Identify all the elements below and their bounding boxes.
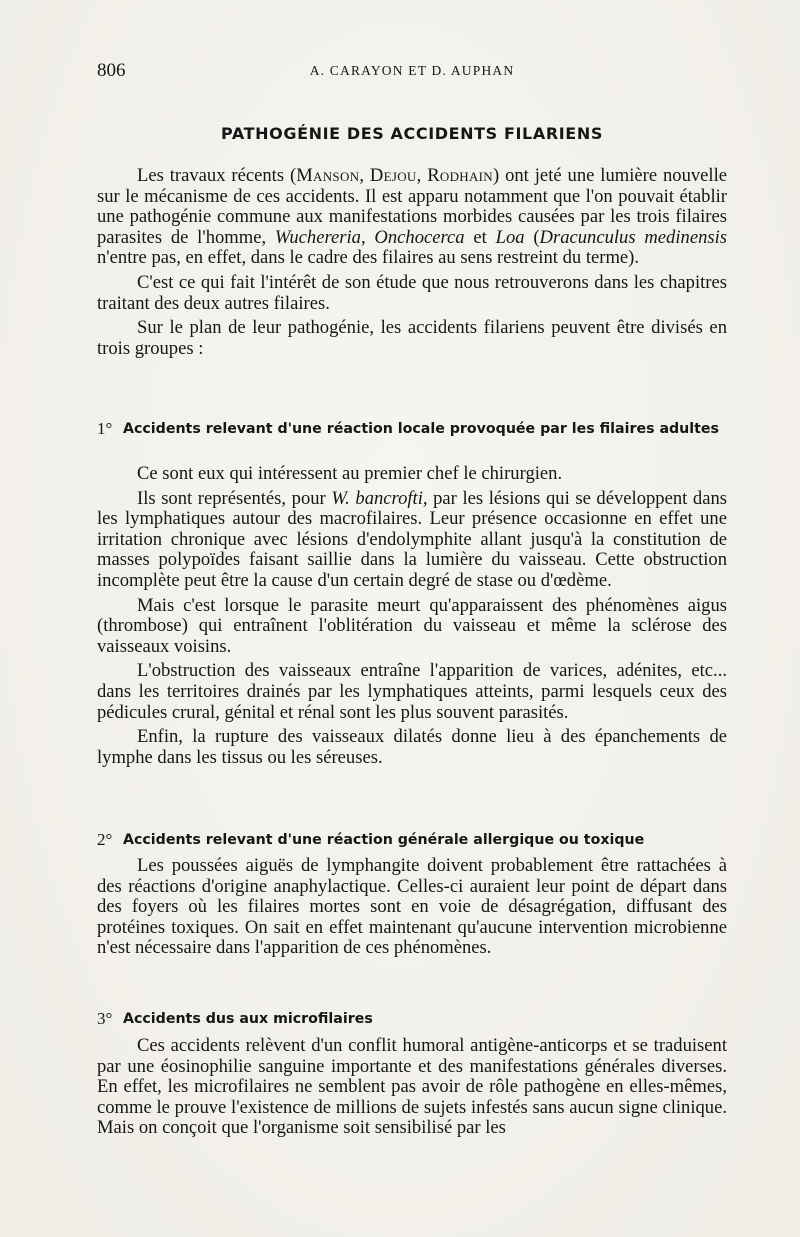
author-manson: Manson xyxy=(296,165,360,186)
page-number: 806 xyxy=(97,60,126,81)
section-title: PATHOGÉNIE DES ACCIDENTS FILARIENS xyxy=(221,124,603,143)
group-2-heading xyxy=(97,831,727,849)
group-1-heading xyxy=(97,420,727,438)
group-1-text xyxy=(97,464,727,768)
group-3-heading xyxy=(97,1010,727,1028)
intro-text xyxy=(97,166,727,359)
running-head xyxy=(97,60,727,84)
group-1-title: Accidents relevant d'une réaction locale provoquée par les filaires adultes xyxy=(123,421,719,437)
group-1-paragraph-4: L'obstruction des vaisseaux entraîne l'apparition de varices, adénites, etc... dans les territoires drainés par les lymphatiques atteints, parmi lesquels ceux des pédicules crural, génital et rénal sont les plus souvent parasités. xyxy=(97,660,727,723)
group-2-title: Accidents relevant d'une réaction générale allergique ou toxique xyxy=(123,832,645,848)
group-3-text xyxy=(97,1036,727,1139)
intro-paragraph-1: Les travaux récents (Manson, Dejou, Rodhain) ont jeté une lumière nouvelle sur le mécanisme de ces accidents. Il est apparu notamment que l'on pouvait établir une pathogénie commune aux manifestations morbides causées par les trois filaires parasites de l'homme, Wuchereria, Onchocerca et Loa (Dracunculus medinensis n'entre pas, en effet, dans le cadre des filaires au sens restreint du terme). xyxy=(97,165,728,269)
group-1-paragraph-5: Enfin, la rupture des vaisseaux dilatés donne lieu à des épanchements de lymphe dans les tissus ou les séreuses. xyxy=(97,726,727,768)
group-2-number: 2° xyxy=(97,830,113,849)
group-1-paragraph-2: Ils sont représentés, pour W. bancrofti, par les lésions qui se développent dans les lymphatiques autour des macrofilaires. Leur présence occasionne en effet une irritation chronique avec lésions d'endolymphite allant jusqu'à la constitution de masses polypoïdes faisant saillie dans la lumière du vaisseau. Cette obstruction incomplète peut être la cause d'un certain degré de stase ou d'œdème. xyxy=(97,487,727,591)
running-head-authors: A. CARAYON ET D. AUPHAN xyxy=(309,63,515,78)
author-dejou: Dejou xyxy=(369,165,417,186)
group-3-paragraph-1: Ces accidents relèvent d'un conflit humoral antigène-anticorps et se traduisent par une éosinophilie sanguine importante et des manifestations générales diverses. En effet, les microfilaires ne semblent pas avoir de rôle pathogène en elles-mêmes, comme le prouve l'existence de millions de sujets infestés sans aucun signe clinique. Mais on conçoit que l'organisme soit sensibilisé par les xyxy=(97,1035,727,1139)
group-1-paragraph-1: Ce sont eux qui intéressent au premier chef le chirurgien. xyxy=(137,463,563,484)
group-1-number: 1° xyxy=(97,419,113,438)
group-1-paragraph-3: Mais c'est lorsque le parasite meurt qu'apparaissent des phénomènes aigus (thrombose) qui entraînent l'oblitération du vaisseau et même la sclérose des vaisseaux voisins. xyxy=(97,594,727,657)
group-3-title: Accidents dus aux microfilaires xyxy=(123,1011,373,1027)
group-2-text xyxy=(97,856,727,959)
intro-paragraph-3: Sur le plan de leur pathogénie, les accidents filariens peuvent être divisés en trois groupes : xyxy=(97,317,727,359)
group-2-paragraph-1: Les poussées aiguës de lymphangite doivent probablement être rattachées à des réactions d'origine anaphylactique. Celles-ci auraient leur point de départ dans des foyers où les filaires mortes sont en voie de désagrégation, diffusant des protéines toxiques. On sait en effet maintenant qu'aucune intervention microbienne n'est nécessaire dans l'apparition de ces phénomènes. xyxy=(97,855,727,959)
author-rodhain: Rodhain xyxy=(427,165,493,186)
group-3-number: 3° xyxy=(97,1009,113,1028)
intro-paragraph-2: C'est ce qui fait l'intérêt de son étude que nous retrouverons dans les chapitres traitant des deux autres filaires. xyxy=(97,271,727,314)
